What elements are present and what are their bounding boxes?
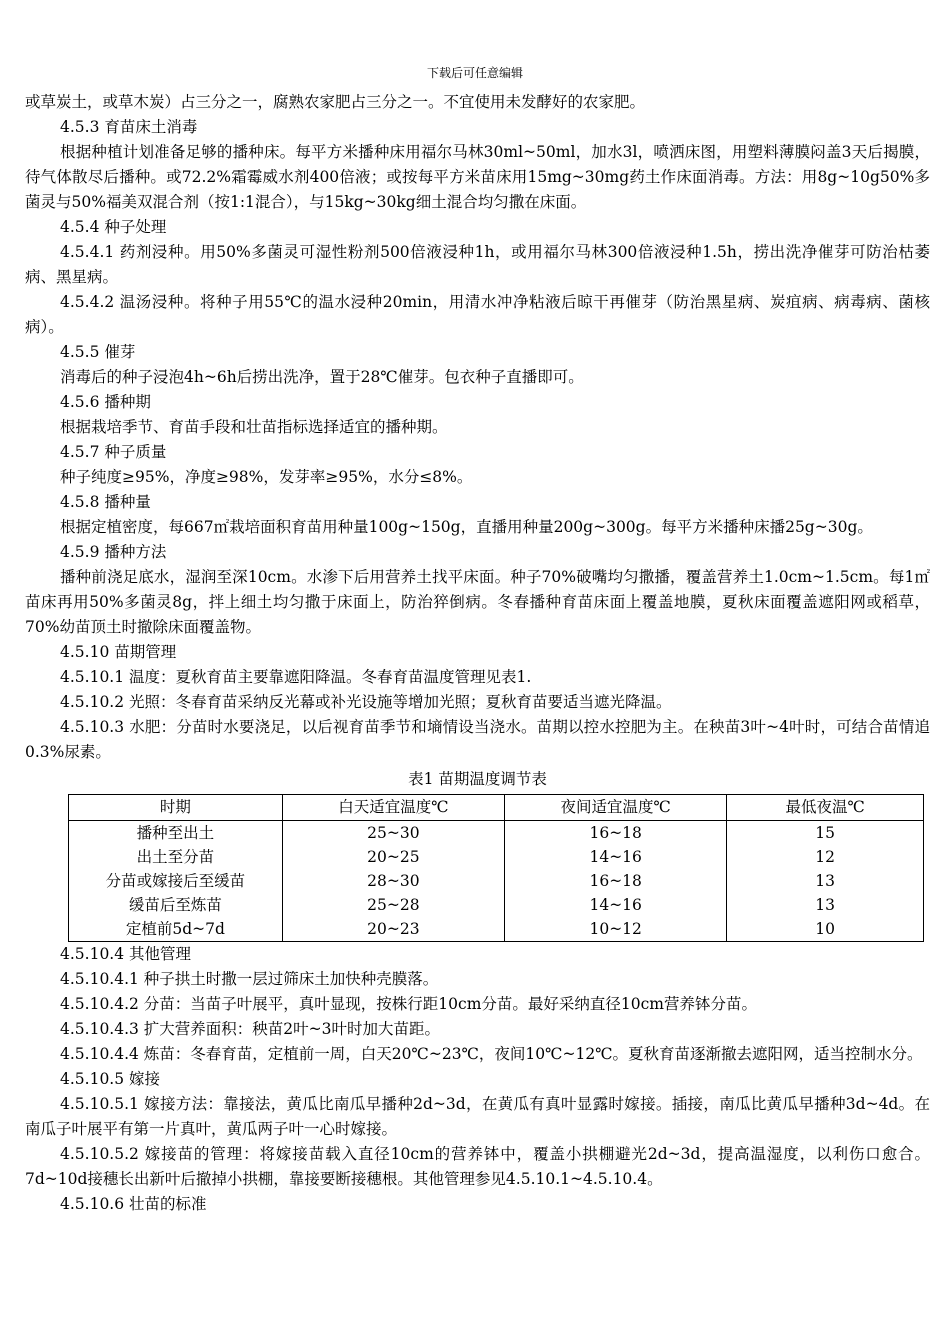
table-cell: 25~28 [282, 893, 504, 917]
paragraph: 4.5.4.2 温汤浸种。将种子用55℃的温水浸种20min，用清水冲净粘液后晾干再催芽（防治黑星病、炭疽病、病毒病、菌核病）。 [25, 293, 930, 336]
table-row [69, 893, 924, 917]
table-cell: 出土至分苗 [69, 845, 283, 869]
temperature-table [68, 794, 924, 942]
paragraph: 4.5.10.5.1 嫁接方法：靠接法，黄瓜比南瓜早播种2d~3d，在黄瓜有真叶显露时嫁接。插接，南瓜比黄瓜早播种3d~4d。在南瓜子叶展平有第一片真叶，黄瓜两子叶一心时嫁接。 [25, 1095, 930, 1138]
paragraph: 根据种植计划准备足够的播种床。每平方米播种床用福尔马林30ml~50ml，加水3l，喷洒床图，用塑料薄膜闷盖3天后揭膜，待气体散尽后播种。或72.2%霜霉威水剂400倍液；或按每平方米苗床用15mg~30mg药土作床面消毒。方法：用8g~10g50%多菌灵与50%福美双混合剂（按1:1混合），与15kg~30kg细土混合均匀撒在床面。 [25, 143, 930, 211]
table-cell: 10~12 [505, 917, 727, 942]
table-cell: 15 [727, 821, 924, 846]
paragraph: 4.5.5 催芽 [60, 343, 136, 361]
paragraph: 4.5.10.4.4 炼苗：冬春育苗，定植前一周，白天20℃~23℃，夜间10℃~12℃。夏秋育苗逐渐撤去遮阳网，适当控制水分。 [60, 1045, 923, 1063]
table-cell: 播种至出土 [69, 821, 283, 846]
paragraph: 4.5.10.3 水肥：分苗时水要浇足，以后视育苗季节和墒情设当浇水。苗期以控水控肥为主。在秧苗3叶~4叶时，可结合苗情追0.3%尿素。 [25, 718, 930, 761]
paragraph: 种子纯度≥95%，净度≥98%，发芽率≥95%，水分≤8%。 [60, 468, 473, 486]
page-header: 下载后可任意编辑 [426, 66, 523, 80]
table-cell: 14~16 [505, 845, 727, 869]
table-cell: 10 [727, 917, 924, 942]
table-cell: 定植前5d~7d [69, 917, 283, 942]
table-row [69, 917, 924, 942]
paragraph: 4.5.3 育苗床土消毒 [60, 118, 198, 136]
table-caption: 表1 苗期温度调节表 [408, 770, 547, 788]
paragraph: 4.5.7 种子质量 [60, 443, 167, 461]
table-header-row [69, 795, 924, 821]
paragraph: 4.5.10.4.3 扩大营养面积：秧苗2叶~3叶时加大苗距。 [60, 1020, 441, 1038]
paragraph: 或草炭土，或草木炭）占三分之一，腐熟农家肥占三分之一。不宜使用未发酵好的农家肥。 [25, 93, 646, 111]
paragraph: 4.5.10.6 壮苗的标准 [60, 1195, 207, 1213]
table-cell: 20~23 [282, 917, 504, 942]
paragraph: 4.5.10.1 温度：夏秋育苗主要靠遮阳降温。冬春育苗温度管理见表1. [60, 668, 532, 686]
paragraph: 4.5.10.2 光照：冬春育苗采纳反光幕或补光设施等增加光照；夏秋育苗要适当遮光降温。 [60, 693, 672, 711]
table-cell: 16~18 [505, 821, 727, 846]
table-row [69, 869, 924, 893]
table-row [69, 821, 924, 846]
paragraph: 播种前浇足底水，湿润至深10cm。水渗下后用营养土找平床面。种子70%破嘴均匀撒播，覆盖营养土1.0cm~1.5cm。每1㎡苗床再用50%多菌灵8g，拌上细土均匀撒于床面上，防治猝倒病。冬春播种育苗床面上覆盖地膜，夏秋床面覆盖遮阳网或稻草，70%幼苗顶土时撤除床面覆盖物。 [25, 568, 930, 636]
table-cell: 12 [727, 845, 924, 869]
column-header: 白天适宜温度℃ [282, 795, 504, 821]
paragraph: 4.5.4 种子处理 [60, 218, 167, 236]
paragraph: 根据定植密度，每667㎡栽培面积育苗用种量100g~150g，直播用种量200g~300g。每平方米播种床播25g~30g。 [60, 518, 873, 536]
table-cell: 28~30 [282, 869, 504, 893]
paragraph: 4.5.10.5 嫁接 [60, 1070, 161, 1088]
paragraph: 4.5.10.4.1 种子拱土时撒一层过筛床土加快种壳膜落。 [60, 970, 439, 988]
section-text-top [25, 90, 930, 765]
table-cell: 缓苗后至炼苗 [69, 893, 283, 917]
paragraph: 4.5.8 播种量 [60, 493, 151, 511]
table-cell: 16~18 [505, 869, 727, 893]
paragraph: 4.5.10.4.2 分苗：当苗子叶展平，真叶显现，按株行距10cm分苗。最好采纳直径10cm营养钵分苗。 [60, 995, 758, 1013]
column-header: 最低夜温℃ [727, 795, 924, 821]
column-header: 时期 [69, 795, 283, 821]
paragraph: 4.5.9 播种方法 [60, 543, 167, 561]
paragraph: 消毒后的种子浸泡4h~6h后捞出洗净，置于28℃催芽。包衣种子直播即可。 [60, 368, 584, 386]
paragraph: 4.5.10.5.2 嫁接苗的管理：将嫁接苗载入直径10cm的营养钵中，覆盖小拱棚避光2d~3d，提高温湿度，以利伤口愈合。7d~10d接穗长出新叶后撤掉小拱棚，靠接要断接穗根。其他管理参见4.5.10.1~4.5.10.4。 [25, 1145, 930, 1188]
paragraph: 4.5.10.4 其他管理 [60, 945, 192, 963]
document-body [25, 90, 930, 1217]
table-row [69, 845, 924, 869]
paragraph: 4.5.10 苗期管理 [60, 643, 177, 661]
section-text-bottom [25, 942, 930, 1217]
table-cell: 13 [727, 893, 924, 917]
table-cell: 20~25 [282, 845, 504, 869]
table-body [69, 821, 924, 942]
paragraph: 4.5.4.1 药剂浸种。用50%多菌灵可湿性粉剂500倍液浸种1h，或用福尔马林300倍液浸种1.5h，捞出洗净催芽可防治枯萎病、黑星病。 [25, 243, 930, 286]
column-header: 夜间适宜温度℃ [505, 795, 727, 821]
table-cell: 14~16 [505, 893, 727, 917]
table-cell: 分苗或嫁接后至缓苗 [69, 869, 283, 893]
paragraph: 4.5.6 播种期 [60, 393, 151, 411]
table-cell: 25~30 [282, 821, 504, 846]
table-cell: 13 [727, 869, 924, 893]
paragraph: 根据栽培季节、育苗手段和壮苗指标选择适宜的播种期。 [60, 418, 448, 436]
